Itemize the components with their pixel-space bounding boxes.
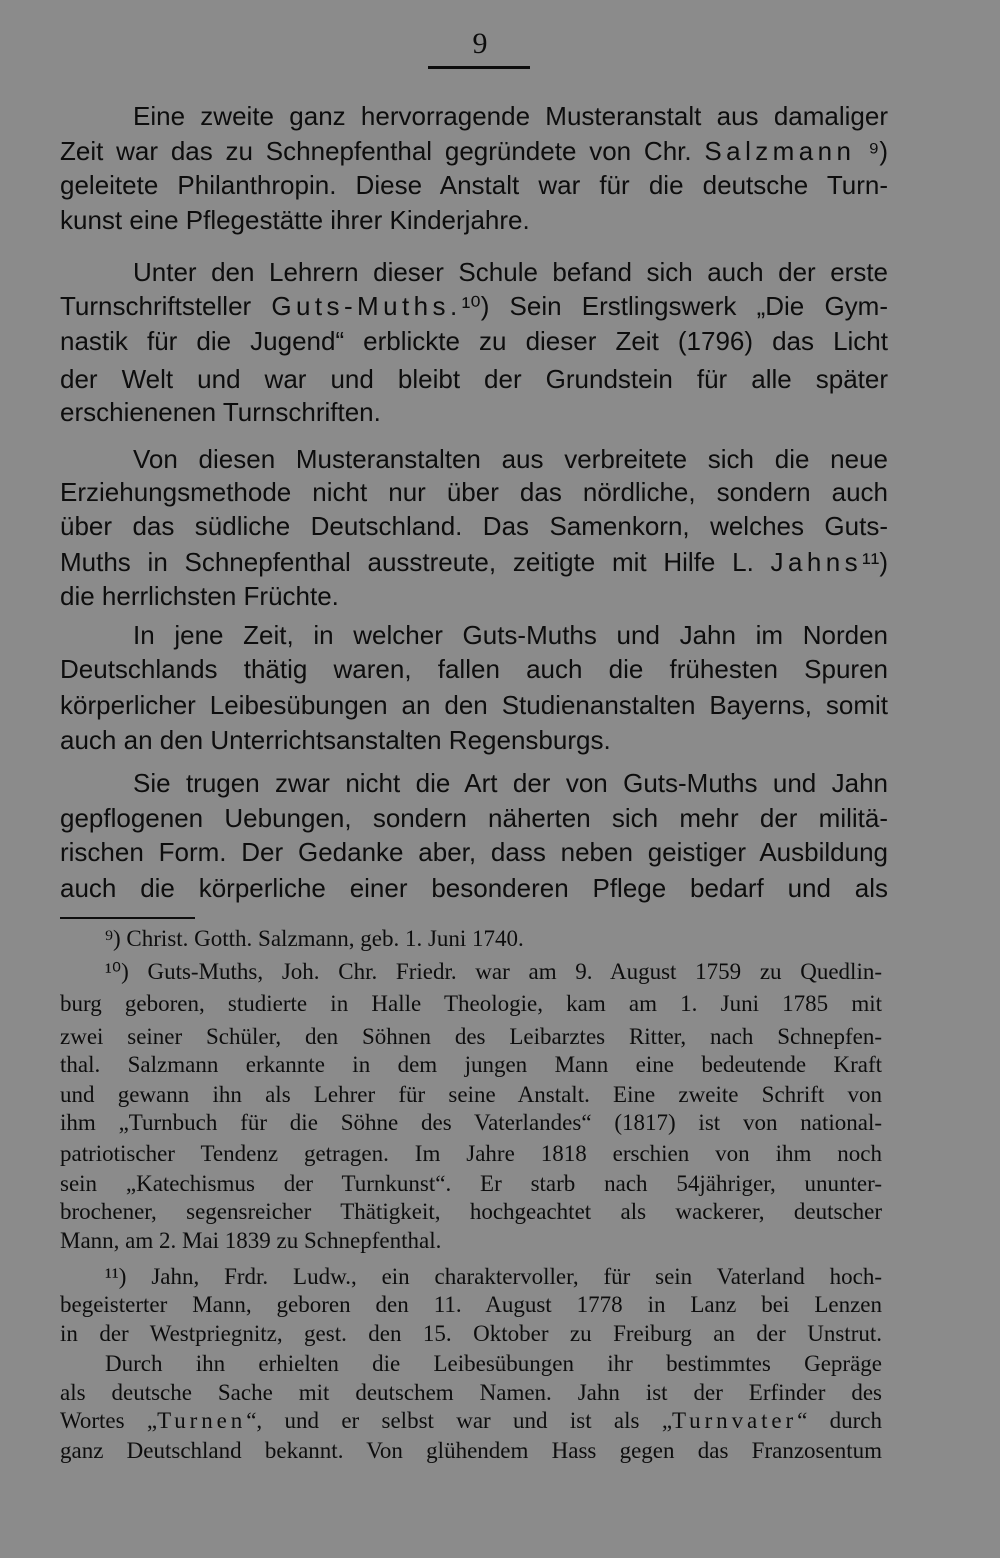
footnote-line: burg geboren, studierte in Halle Theologie, kam am 1. Juni 1785 mit xyxy=(60,991,882,1016)
text-line: Erziehungsmethode nicht nur über das nördliche, sondern auch xyxy=(60,477,888,507)
footnote-line: ⁹) Christ. Gotth. Salzmann, geb. 1. Juni 1740. xyxy=(105,926,524,951)
footnote-marker: ¹¹) xyxy=(862,547,888,577)
text-segment: Turnschriftsteller xyxy=(60,291,272,321)
footnote-rule xyxy=(60,917,195,919)
footnote-line: und gewann ihn als Lehrer für seine Anstalt. Eine zweite Schrift von xyxy=(60,1082,882,1107)
text-line: kunst eine Pflegestätte ihrer Kinderjahre. xyxy=(60,205,530,235)
text-line: Deutschlands thätig waren, fallen auch die frühesten Spuren xyxy=(60,654,888,684)
text-line: auch die körperliche einer besonderen Pflege bedarf und als xyxy=(60,873,888,903)
footnote-line: sein „Katechismus der Turnkunst“. Er starb nach 54jähriger, ununter- xyxy=(60,1171,882,1196)
letterspaced-name: Jahns xyxy=(770,547,863,577)
footnote-line: Mann, am 2. Mai 1839 zu Schnepfenthal. xyxy=(60,1228,442,1253)
footnote-line: Durch ihn erhielten die Leibesübungen ihr bestimmtes Gepräge xyxy=(105,1351,882,1376)
text-line xyxy=(60,136,888,170)
text-line: In jene Zeit, in welcher Guts-Muths und Jahn im Norden xyxy=(133,620,888,650)
text-line: auch an den Unterrichtsanstalten Regensburgs. xyxy=(60,725,611,755)
text-line: Sie trugen zwar nicht die Art der von Guts-Muths und Jahn xyxy=(133,768,888,798)
text-line: Eine zweite ganz hervorragende Musteranstalt aus damaliger xyxy=(133,101,888,131)
text-segment: ¹⁰) Sein Erstlingswerk „Die Gym- xyxy=(461,291,888,321)
letterspaced-name: Salzmann xyxy=(704,136,856,166)
footnote-marker: ⁹) xyxy=(855,136,888,166)
text-line: der Welt und war und bleibt der Grundstein für alle später xyxy=(60,364,888,394)
text-line: nastik für die Jugend“ erblickte zu dieser Zeit (1796) das Licht xyxy=(60,326,888,356)
footnote-line: thal. Salzmann erkannte in dem jungen Mann eine bedeutende Kraft xyxy=(60,1052,882,1077)
text-line: die herrlichsten Früchte. xyxy=(60,581,339,611)
text-line: rischen Form. Der Gedanke aber, dass neben geistiger Ausbildung xyxy=(60,837,888,867)
text-line: körperlicher Leibesübungen an den Studienanstalten Bayerns, somit xyxy=(60,690,888,720)
footnote-line: zwei seiner Schüler, den Söhnen des Leibarztes Ritter, nach Schnepfen- xyxy=(60,1024,882,1049)
text-segment: Muths in Schnepfenthal ausstreute, zeitigte mit Hilfe L. xyxy=(60,547,771,577)
footnote-line: ¹¹) Jahn, Frdr. Ludw., ein charaktervoller, für sein Vaterland hoch- xyxy=(105,1264,882,1289)
page-number: 9 xyxy=(472,27,488,60)
letterspaced-word: Turnvater xyxy=(672,1408,798,1433)
letterspaced-name: Guts-Muths. xyxy=(271,291,462,321)
text-line: erschienenen Turnschriften. xyxy=(60,397,381,427)
text-segment: Zeit war das zu Schnepfenthal gegründete von Chr. xyxy=(60,136,705,166)
footnote-line: patriotischer Tendenz getragen. Im Jahre 1818 erschien von ihm noch xyxy=(60,1141,882,1166)
text-line: geleitete Philanthropin. Diese Anstalt war für die deutsche Turn- xyxy=(60,170,888,200)
footnote-line: in der Westpriegnitz, gest. den 15. Oktober zu Freiburg an der Unstrut. xyxy=(60,1321,882,1346)
text-line xyxy=(60,547,888,581)
text-line: über das südliche Deutschland. Das Samenkorn, welches Guts- xyxy=(60,511,888,541)
footnote-line: brochener, segensreicher Thätigkeit, hochgeachtet als wackerer, deutscher xyxy=(60,1199,882,1224)
footnote-line: als deutsche Sache mit deutschem Namen. Jahn ist der Erfinder des xyxy=(60,1380,882,1405)
header-rule xyxy=(428,66,530,69)
text-segment: “ durch xyxy=(797,1408,882,1433)
footnote-line: ihm „Turnbuch für die Söhne des Vaterlandes“ (1817) ist von national- xyxy=(60,1110,882,1135)
text-line: Von diesen Musteranstalten aus verbreitete sich die neue xyxy=(133,444,888,474)
footnote-line: begeisterter Mann, geboren den 11. August 1778 in Lanz bei Lenzen xyxy=(60,1292,882,1317)
text-segment: “, und er selbst war und ist als „ xyxy=(246,1408,673,1433)
text-line: Unter den Lehrern dieser Schule befand sich auch der erste xyxy=(133,257,888,287)
footnote-line: ¹⁰) Guts-Muths, Joh. Chr. Friedr. war am 9. August 1759 zu Quedlin- xyxy=(105,959,882,984)
footnote-line xyxy=(60,1408,882,1438)
text-line: gepflogenen Uebungen, sondern näherten sich mehr der militä- xyxy=(60,803,888,833)
text-line xyxy=(60,291,888,325)
footnote-line: ganz Deutschland bekannt. Von glühendem Hass gegen das Franzosentum xyxy=(60,1438,882,1463)
text-segment: Wortes „ xyxy=(60,1408,158,1433)
letterspaced-word: Turnen xyxy=(157,1408,247,1433)
